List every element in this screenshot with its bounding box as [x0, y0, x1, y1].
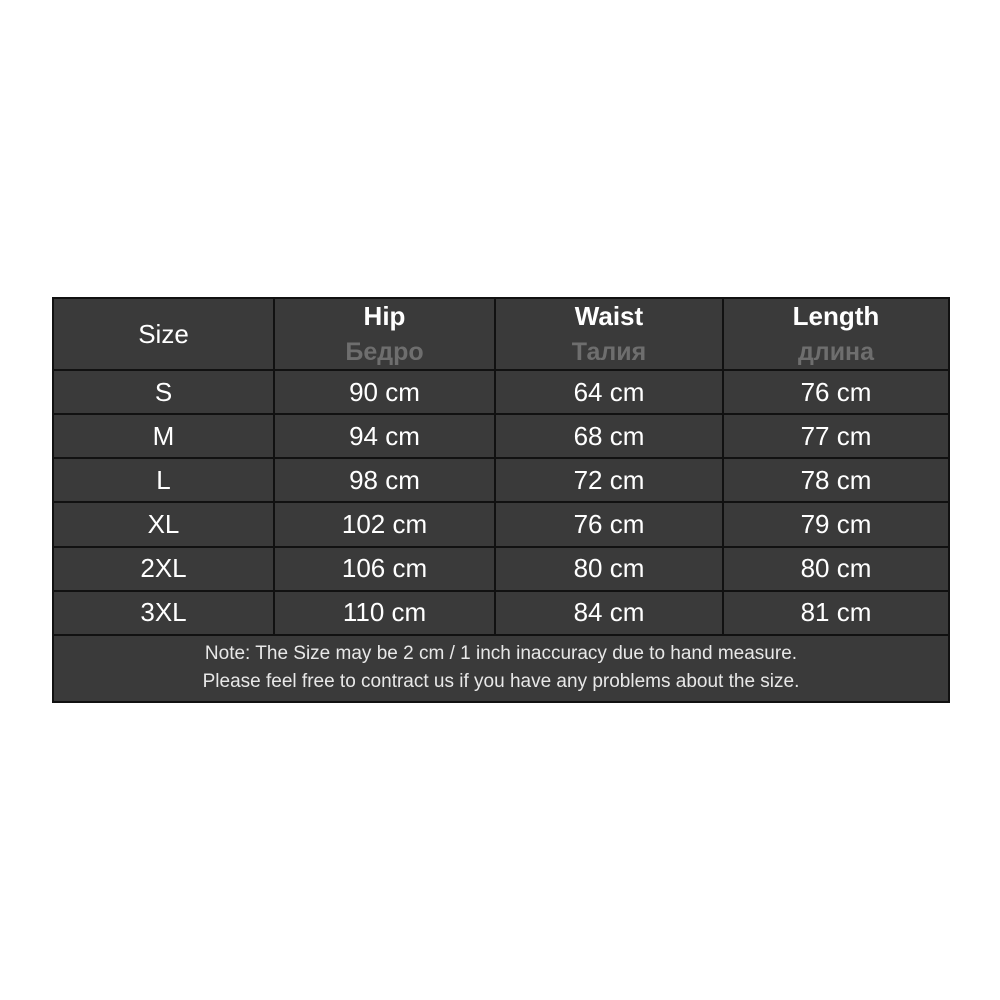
cell-size: XL	[53, 502, 274, 546]
table-row	[53, 547, 949, 591]
header-length-ru: длина	[797, 338, 875, 367]
cell-length: 81 cm	[723, 591, 949, 635]
table-row	[53, 414, 949, 458]
cell-hip: 102 cm	[274, 502, 495, 546]
size-chart-table	[52, 297, 950, 703]
header-length-en: Length	[792, 301, 880, 332]
cell-length: 79 cm	[723, 502, 949, 546]
header-row	[53, 298, 949, 370]
cell-hip: 94 cm	[274, 414, 495, 458]
cell-size: S	[53, 370, 274, 414]
header-hip	[274, 298, 495, 370]
cell-length: 76 cm	[723, 370, 949, 414]
cell-hip: 106 cm	[274, 547, 495, 591]
cell-length: 77 cm	[723, 414, 949, 458]
cell-waist: 64 cm	[495, 370, 723, 414]
cell-hip: 90 cm	[274, 370, 495, 414]
table-row	[53, 591, 949, 635]
cell-hip: 110 cm	[274, 591, 495, 635]
cell-hip: 98 cm	[274, 458, 495, 502]
note-line-1: Note: The Size may be 2 cm / 1 inch inaccuracy due to hand measure.	[204, 643, 798, 665]
cell-waist: 68 cm	[495, 414, 723, 458]
header-length	[723, 298, 949, 370]
header-waist	[495, 298, 723, 370]
cell-size: 3XL	[53, 591, 274, 635]
header-size-label: Size	[138, 318, 189, 349]
cell-size: M	[53, 414, 274, 458]
cell-waist: 84 cm	[495, 591, 723, 635]
cell-waist: 76 cm	[495, 502, 723, 546]
table-row	[53, 370, 949, 414]
cell-size: L	[53, 458, 274, 502]
table-row	[53, 502, 949, 546]
note-cell	[53, 635, 949, 702]
note-line-2: Please feel free to contract us if you have any problems about the size.	[202, 671, 800, 693]
note-row	[53, 635, 949, 702]
cell-length: 78 cm	[723, 458, 949, 502]
header-size	[53, 298, 274, 370]
header-hip-en: Hip	[363, 301, 406, 332]
cell-waist: 72 cm	[495, 458, 723, 502]
header-waist-en: Waist	[574, 301, 644, 332]
header-hip-ru: Бедро	[345, 338, 424, 367]
table-row	[53, 458, 949, 502]
cell-waist: 80 cm	[495, 547, 723, 591]
header-waist-ru: Талия	[571, 338, 647, 367]
cell-length: 80 cm	[723, 547, 949, 591]
cell-size: 2XL	[53, 547, 274, 591]
